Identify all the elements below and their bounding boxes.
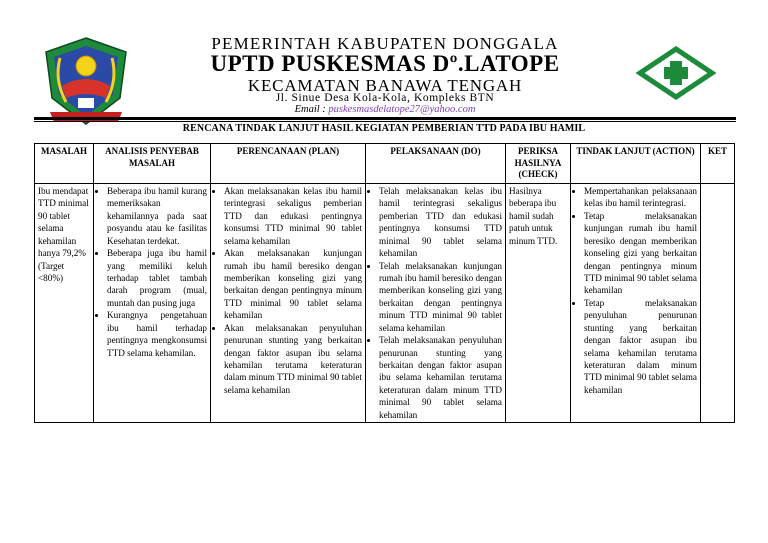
col-header-periksa: PERIKSA HASILNYA (CHECK) — [506, 144, 571, 184]
letterhead-rule-thick — [34, 117, 736, 120]
tindak-item: • Tetap melaksanakan kunjungan rumah ibu hamil beresiko dengan memberikan konseling gizi yang berkaitan dengan pentingnya minum TTD minimal 90 tablet selama kehamilan — [584, 210, 697, 297]
cell-masalah: Ibu mendapat TTD minimal 90 tablet selama kehamilan hanya 79,2% (Target <80%) — [35, 184, 94, 423]
health-cross-logo-icon — [636, 46, 716, 100]
letterhead — [0, 0, 768, 135]
cell-tindak-lanjut — [571, 184, 701, 423]
pelaksanaan-item: • Telah melaksanakan kelas ibu hamil terintegrasi sekaligus pemberian TTD dan edukasi pentingnya konsumsi TTD minimal 90 tablet selama kehamilan — [379, 185, 502, 260]
cell-ket — [701, 184, 735, 423]
header-line-address: Jl. Sinue Desa Kola-Kola, Kompleks BTN — [275, 92, 495, 104]
table-header-row — [35, 144, 735, 184]
analisis-item: • Kurangnya pengetahuan ibu hamil terhadap pentingnya mengkonsumsi TTD selama kehamilan. — [107, 309, 207, 359]
pelaksanaan-item: • Telah melaksanakan kunjungan rumah ibu hamil beresiko dengan memberikan konseling gizi yang berkaitan dengan pentingnya minum TTD minimal 90 tablet selama kehamilan — [379, 260, 502, 335]
donggala-regency-emblem-icon — [40, 36, 132, 126]
cell-perencanaan — [211, 184, 366, 423]
letterhead-rule-thin — [34, 121, 736, 122]
col-header-perencanaan: PERENCANAAN (PLAN) — [211, 144, 366, 184]
tindak-item: • Mempertahankan pelaksanaan kelas ibu hamil terintegrasi. — [584, 185, 697, 210]
col-header-pelaksanaan: PELAKSANAAN (DO) — [366, 144, 506, 184]
cell-analisis — [94, 184, 211, 423]
document-title: RENCANA TINDAK LANJUT HASIL KEGIATAN PEMBERIAN TTD PADA IBU HAMIL — [182, 123, 586, 134]
cell-periksa: Hasilnya beberapa ibu hamil sudah patuh untuk minum TTD. — [506, 184, 571, 423]
col-header-analisis: ANALISIS PENYEBAB MASALAH — [94, 144, 211, 184]
col-header-masalah: MASALAH — [35, 144, 94, 184]
header-line-puskesmas: UPTD PUSKESMAS Dº.LATOPE — [210, 51, 560, 76]
email-address: puskesmasdelatope27@yahoo.com — [328, 104, 476, 115]
header-line-kecamatan: KECAMATAN BANAWA TENGAH — [247, 76, 523, 95]
header-line-government: PEMERINTAH KABUPATEN DONGGALA — [211, 34, 559, 53]
perencanaan-item: • Akan melaksanakan kunjungan rumah ibu hamil beresiko dengan memberikan konseling gizi yang berkaitan dengan pentingnya minum TTD minimal 90 tablet selama kehamilan — [224, 247, 362, 322]
tindak-item: • Tetap melaksanakan penyuluhan penurunan stunting yang berkaitan dengan faktor asupan ibu selama kehamilan terutama keteraturan dalam minum TTD minimal 90 tablet selama kehamilan — [584, 297, 697, 396]
table-row — [35, 184, 735, 423]
pelaksanaan-item: • Telah melaksanakan penyuluhan penurunan stunting yang berkaitan dengan faktor asupan ibu selama kehamilan terutama keteraturan dalam minum TTD minimal 90 tablet selama kehamilan — [379, 334, 502, 421]
pdca-table — [34, 143, 735, 423]
col-header-tindak-lanjut: TINDAK LANJUT (ACTION) — [571, 144, 701, 184]
analisis-item: • Beberapa juga ibu hamil yang memiliki keluh terhadap tablet tambah darah program (mual, muntah dan pusing juga — [107, 247, 207, 309]
perencanaan-item: • Akan melaksanakan penyuluhan penurunan stunting yang berkaitan dengan faktor asupan ibu selama kehamilan terutama keteraturan dalam minum TTD minimal 90 tablet selama kehamilan — [224, 322, 362, 397]
col-header-ket: KET — [701, 144, 735, 184]
cell-pelaksanaan — [366, 184, 506, 423]
perencanaan-item: • Akan melaksanakan kelas ibu hamil terintegrasi sekaligus pemberian TTD dan edukasi pentingnya konsumsi TTD minimal 90 tablet selama kehamilan — [224, 185, 362, 247]
email-label: Email : — [294, 104, 326, 115]
analisis-item: • Beberapa ibu hamil kurang memeriksakan kehamilannya pada saat posyandu atau ke fasilitas Kesehatan terdekat. — [107, 185, 207, 247]
header-line-email — [140, 104, 630, 115]
